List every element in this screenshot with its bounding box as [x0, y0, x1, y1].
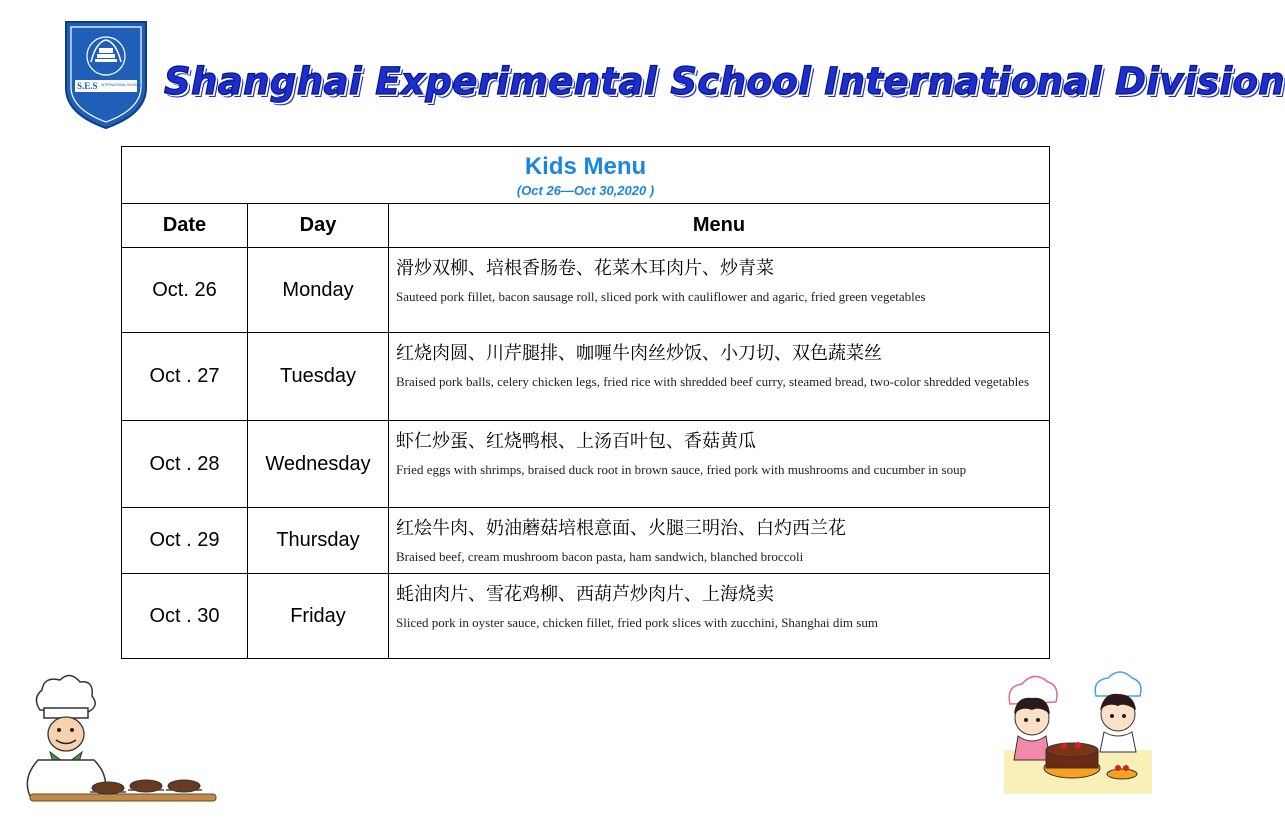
- menu-chinese: 虾仁炒蛋、红烧鸭根、上汤百叶包、香菇黄瓜: [396, 431, 756, 452]
- row-date: Oct. 26: [122, 248, 248, 333]
- row-menu: [389, 248, 1050, 333]
- table-header-row: [122, 204, 1050, 248]
- logo-subtext: INTERNATIONAL DIVISION: [101, 83, 142, 87]
- menu-chinese: 滑炒双柳、培根香肠卷、花菜木耳肉片、炒青菜: [396, 258, 774, 279]
- table-row: [122, 333, 1050, 421]
- menu-english: Sliced pork in oyster sauce, chicken fillet, fried pork slices with zucchini, Shanghai dim sum: [396, 615, 878, 630]
- menu-chinese: 蚝油肉片、雪花鸡柳、西葫芦炒肉片、上海烧卖: [396, 584, 774, 605]
- table-row: [122, 248, 1050, 333]
- column-header-date: Date: [122, 204, 248, 248]
- school-name: Shanghai Experimental School International Division: [164, 60, 1285, 103]
- row-date: Oct . 29: [122, 508, 248, 574]
- column-header-day: Day: [248, 204, 389, 248]
- row-day: Tuesday: [248, 333, 389, 421]
- chef-illustration-icon: [12, 668, 212, 818]
- row-date: Oct . 28: [122, 421, 248, 508]
- menu-title-cell: [122, 147, 1050, 204]
- row-day: Thursday: [248, 508, 389, 574]
- menu-english: Sauteed pork fillet, bacon sausage roll, sliced pork with cauliflower and agaric, fried green vegetables: [396, 289, 926, 304]
- menu-chinese: 红烧肉圆、川芹腿排、咖喱牛肉丝炒饭、小刀切、双色蔬菜丝: [396, 343, 882, 364]
- menu-title: Kids Menu: [524, 153, 647, 180]
- menu-date-range: (Oct 26—Oct 30,2020 ): [516, 183, 655, 198]
- table-row: [122, 421, 1050, 508]
- row-day: Monday: [248, 248, 389, 333]
- row-menu: [389, 333, 1050, 421]
- table-row: [122, 574, 1050, 659]
- column-header-menu: Menu: [389, 204, 1050, 248]
- menu-english: Braised pork balls, celery chicken legs, fried rice with shredded beef curry, steamed bread, two-color shredded vegetables: [396, 374, 1030, 389]
- menu-table: [121, 146, 1050, 659]
- kids-baking-illustration-icon: [1000, 668, 1152, 794]
- menu-english: Braised beef, cream mushroom bacon pasta, ham sandwich, blanched broccoli: [396, 549, 804, 564]
- row-date: Oct . 27: [122, 333, 248, 421]
- school-logo-icon: [63, 18, 149, 130]
- menu-chinese: 红烩牛肉、奶油蘑菇培根意面、火腿三明治、白灼西兰花: [396, 518, 846, 539]
- menu-english: Fried eggs with shrimps, braised duck root in brown sauce, fried pork with mushrooms and cucumber in soup: [396, 462, 967, 477]
- row-menu: [389, 508, 1050, 574]
- table-row: [122, 508, 1050, 574]
- row-menu: [389, 574, 1050, 659]
- row-day: Wednesday: [248, 421, 389, 508]
- logo-text: S.E.S: [77, 81, 98, 91]
- row-menu: [389, 421, 1050, 508]
- menu-title-row: [122, 147, 1050, 204]
- row-day: Friday: [248, 574, 389, 659]
- row-date: Oct . 30: [122, 574, 248, 659]
